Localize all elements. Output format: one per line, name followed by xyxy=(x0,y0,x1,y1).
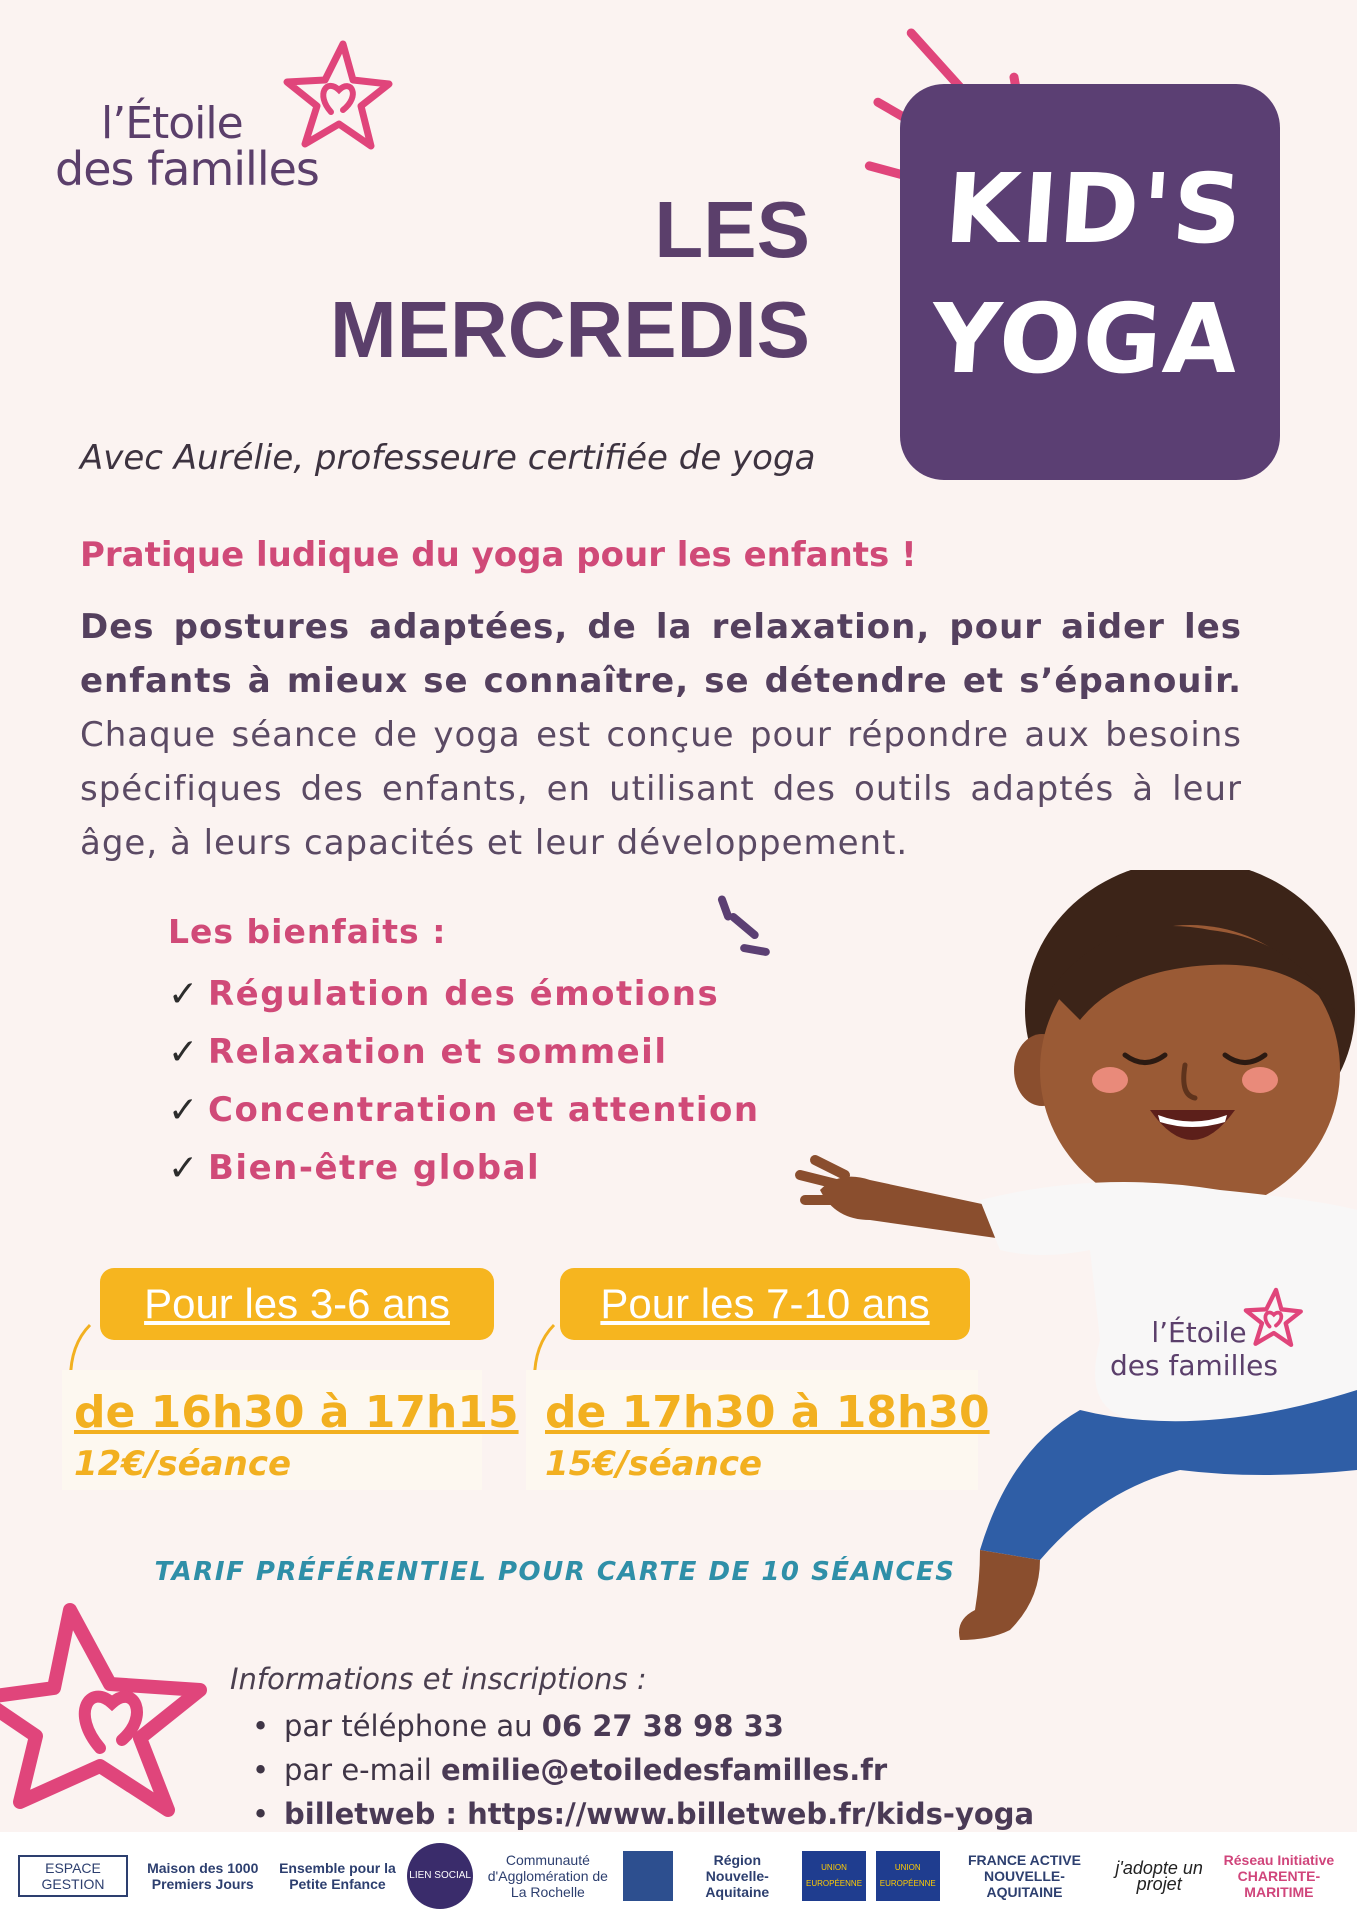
description-regular: Chaque séance de yoga est conçue pour répondre aux besoins spécifiques des enfants, en utilisant des outils adaptés à leur âge, à leurs capacités et leur développement. xyxy=(80,715,1242,863)
check-icon: ✓ xyxy=(168,1147,199,1189)
kids-yoga-badge xyxy=(900,84,1280,480)
child-yoga-illustration xyxy=(780,870,1357,1660)
contact-info xyxy=(230,1662,1034,1836)
list-item xyxy=(168,965,760,1023)
info-title: Informations et inscriptions : xyxy=(230,1662,647,1696)
shirt-logo-line2: des familles xyxy=(1110,1349,1278,1382)
web-label: billetweb : xyxy=(284,1797,468,1831)
page-title xyxy=(250,180,810,380)
eu-flag-logo: UNION EUROPÉENNE xyxy=(876,1851,940,1901)
partner-logo: Ensemble pour la Petite Enfance xyxy=(279,1860,396,1892)
benefits-heading: Les bienfaits : xyxy=(168,912,447,951)
shirt-logo-line1: l’Étoile xyxy=(1151,1316,1247,1349)
benefit-text: Régulation des émotions xyxy=(208,974,720,1014)
email-prefix: par e-mail xyxy=(284,1753,441,1787)
partner-logo: LIEN SOCIAL xyxy=(407,1843,473,1909)
list-item xyxy=(168,1139,760,1197)
partner-logo: Communauté d'Agglomération de La Rochelle xyxy=(487,1852,608,1900)
phone-prefix: par téléphone au xyxy=(284,1709,542,1743)
check-icon: ✓ xyxy=(168,973,199,1015)
badge-line1: KID'S xyxy=(941,153,1248,265)
info-phone xyxy=(230,1704,1034,1748)
session-price: 12€/séance xyxy=(74,1444,292,1484)
shirt-star-icon xyxy=(1234,1286,1304,1352)
eu-flag-logo: UNION EUROPÉENNE xyxy=(802,1851,866,1901)
partner-logo xyxy=(623,1851,673,1901)
logo-line1: l’Étoile xyxy=(101,98,243,149)
tagline: Pratique ludique du yoga pour les enfants ! xyxy=(80,535,917,575)
web-link[interactable]: https://www.billetweb.fr/kids-yoga xyxy=(467,1797,1035,1831)
benefit-text: Bien-être global xyxy=(208,1148,541,1188)
partner-logo: j'adopte un projet xyxy=(1115,1858,1203,1894)
info-email xyxy=(230,1748,1034,1792)
benefit-text: Relaxation et sommeil xyxy=(208,1032,668,1072)
phone-number[interactable]: 06 27 38 98 33 xyxy=(541,1709,784,1743)
partner-logo: Région Nouvelle-Aquitaine xyxy=(705,1852,770,1900)
session-time: de 17h30 à 18h30 xyxy=(545,1387,990,1438)
list-item xyxy=(168,1081,760,1139)
benefits-list xyxy=(168,912,760,1197)
title-line1: LES xyxy=(654,185,810,274)
info-web xyxy=(230,1792,1034,1836)
check-icon: ✓ xyxy=(168,1031,199,1073)
partner-logo: ESPACE GESTION xyxy=(18,1841,128,1911)
partner-logo: Maison des 1000 Premiers Jours xyxy=(147,1860,259,1892)
check-icon: ✓ xyxy=(168,1089,199,1131)
title-line2: MERCREDIS xyxy=(329,285,810,374)
description xyxy=(80,600,1242,870)
partner-logos xyxy=(0,1832,1357,1920)
tarif-note: TARIF PRÉFÉRENTIEL POUR CARTE DE 10 SÉANCES xyxy=(154,1557,956,1587)
list-item xyxy=(168,1023,760,1081)
age-group-badge: Pour les 3-6 ans xyxy=(100,1268,494,1340)
session-time: de 16h30 à 17h15 xyxy=(74,1387,519,1438)
partner-logo: Réseau Initiative CHARENTE-MARITIME xyxy=(1223,1852,1335,1900)
big-star-decoration xyxy=(0,1598,230,1818)
benefit-text: Concentration et attention xyxy=(208,1090,760,1130)
badge-line2: YOGA xyxy=(927,283,1244,395)
logo-line2: des familles xyxy=(55,142,319,196)
partner-logo: FRANCE ACTIVE NOUVELLE-AQUITAINE xyxy=(967,1852,1081,1900)
age-group-badge: Pour les 7-10 ans xyxy=(560,1268,970,1340)
session-price: 15€/séance xyxy=(545,1444,763,1484)
star-logo-icon xyxy=(265,38,395,158)
email-link[interactable]: emilie@etoiledesfamilles.fr xyxy=(440,1753,888,1787)
description-bold: Des postures adaptées, de la relaxation, pour aider les enfants à mieux se connaître, se détendre et s’épanouir. xyxy=(80,607,1242,701)
instructor-subtitle: Avec Aurélie, professeure certifiée de yoga xyxy=(80,438,816,478)
